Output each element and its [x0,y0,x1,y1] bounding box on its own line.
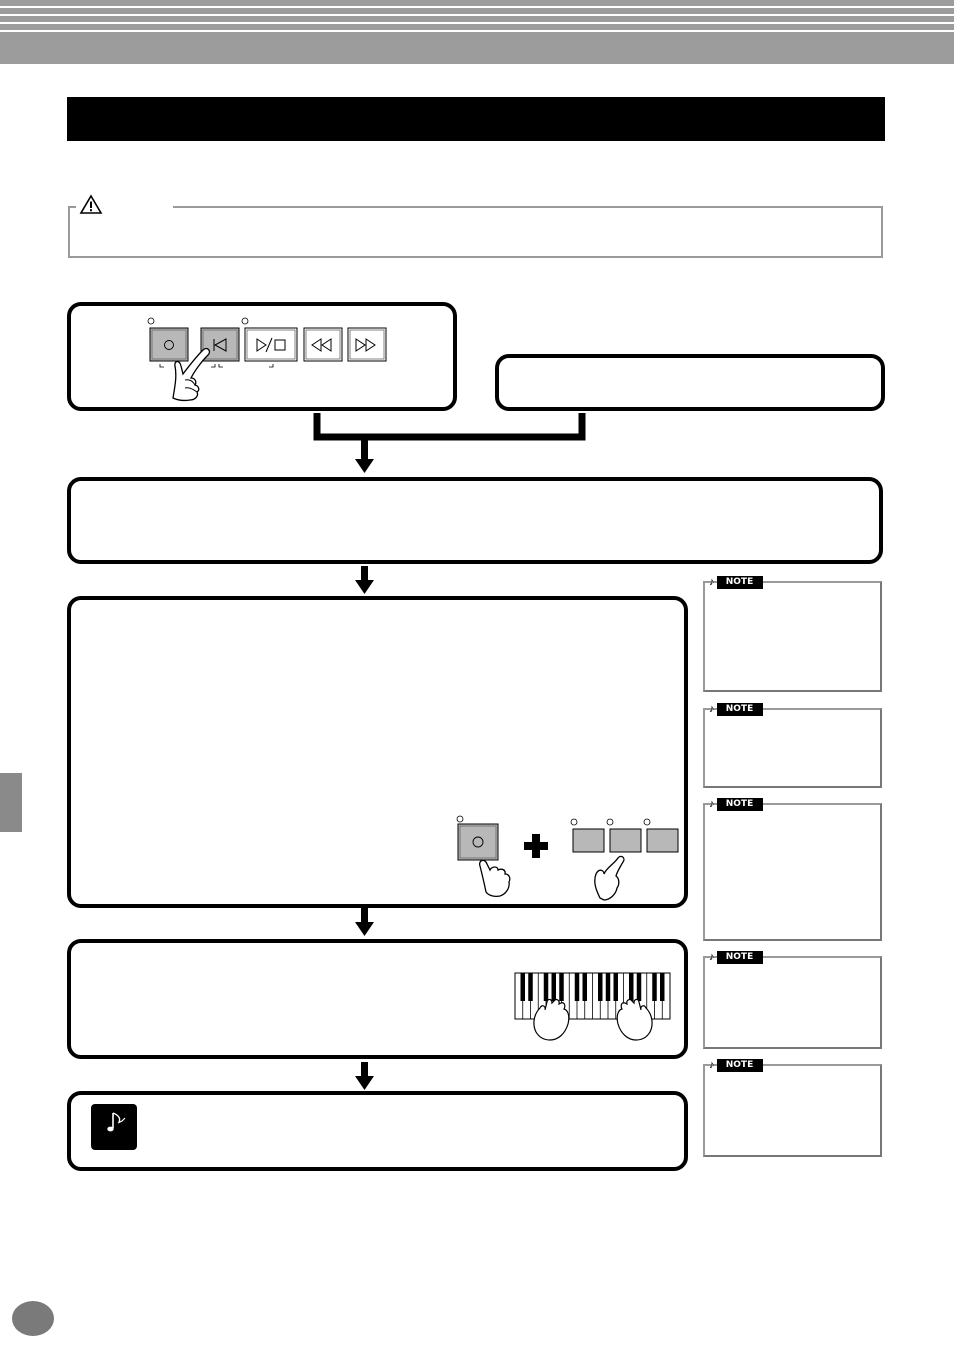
rewind-button-icon [304,328,342,361]
pressing-hand-icon [595,856,624,900]
header-rule [0,22,954,24]
flow-arrow-shaft [361,1062,368,1077]
step-5-box [67,1091,688,1171]
header-rule [0,14,954,16]
note-header [709,951,763,964]
chapter-tab [0,773,22,832]
song-control-panel-illustration [145,314,390,406]
rec-button-icon [150,328,188,361]
section-title-bar [67,97,885,141]
header-rule [0,6,954,8]
note-label: NOTE [717,951,763,964]
note-box [703,581,882,692]
warning-triangle-icon [79,194,103,215]
header-rule [0,30,954,32]
note-label: NOTE [717,798,763,811]
note-box [703,708,882,788]
note-header [709,798,763,811]
note-header [709,576,763,589]
page-number-badge [12,1301,54,1336]
flow-arrow-shaft [361,908,368,923]
play-stop-button-icon [245,328,297,361]
flow-arrow-head [355,459,374,473]
note-label: NOTE [717,1059,763,1072]
track-button-3-icon [647,829,678,852]
track-button-1-icon [573,829,604,852]
keyboard-hands-icon [514,972,672,1044]
plus-icon [524,834,548,858]
flow-arrow-shaft [361,566,368,581]
note-box [703,803,882,941]
step-1b-box [495,354,885,411]
track-button-2-icon [610,829,641,852]
note-label: NOTE [717,576,763,589]
note-box [703,1064,882,1157]
pressing-hand-icon [480,860,510,896]
caution-text [70,208,881,236]
note-header [709,703,763,716]
flow-arrow-shaft [361,437,368,461]
music-note-icon [91,1104,137,1150]
note-icon: ♪ [709,798,715,810]
rec-plus-track-illustration [452,812,682,904]
note-icon: ♪ [709,576,715,588]
flow-arrow-head [355,1076,374,1090]
flow-arrow-head [355,922,374,936]
step-2-box [67,477,883,564]
note-header [709,1059,763,1072]
rec-button-icon [458,824,498,860]
note-label: NOTE [717,703,763,716]
fast-forward-button-icon [348,328,386,361]
header-band [0,0,954,64]
flow-arrow-head [355,580,374,594]
note-icon: ♪ [709,1059,715,1071]
note-icon: ♪ [709,703,715,715]
note-icon: ♪ [709,951,715,963]
caution-box [68,206,883,258]
note-box [703,956,882,1049]
